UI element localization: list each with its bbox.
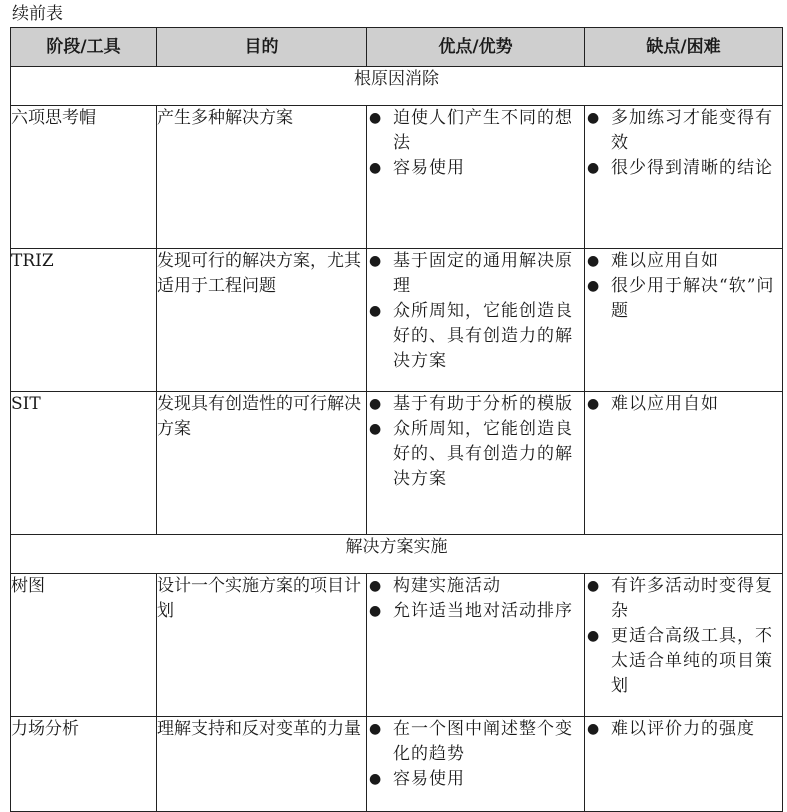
purpose-cell: 设计一个实施方案的项目计划: [157, 574, 367, 717]
table-row: [11, 249, 783, 392]
section-title: 解决方案实施: [11, 535, 783, 574]
pros-cell: [367, 574, 585, 717]
pros-cell: [367, 249, 585, 392]
cons-cell: [585, 392, 783, 535]
table-row: [11, 392, 783, 535]
tool-cell: 力场分析: [11, 717, 157, 812]
purpose-cell: 发现具有创造性的可行解决方案: [157, 392, 367, 535]
section-title: 根原因消除: [11, 67, 783, 106]
purpose-cell: 产生多种解决方案: [157, 106, 367, 249]
header-pros: 优点/优势: [367, 28, 585, 67]
section-row: [11, 535, 783, 574]
cons-item: ● 难以应用自如: [585, 249, 782, 274]
cons-item: ● 很少用于解决“软”问题: [585, 274, 782, 324]
section-row: [11, 67, 783, 106]
pros-item: ● 容易使用: [367, 156, 584, 181]
pros-item: ● 众所周知，它能创造良好的、具有创造力的解决方案: [367, 299, 584, 374]
pros-item: ● 基于固定的通用解决原理: [367, 249, 584, 299]
cons-cell: [585, 249, 783, 392]
cons-item: ● 难以应用自如: [585, 392, 782, 417]
tool-cell: TRIZ: [11, 249, 157, 392]
cons-cell: [585, 717, 783, 812]
cons-cell: [585, 574, 783, 717]
header-purpose: 目的: [157, 28, 367, 67]
pros-item: ● 基于有助于分析的模版: [367, 392, 584, 417]
pros-item: ● 容易使用: [367, 767, 584, 792]
cons-item: ● 难以评价力的强度: [585, 717, 782, 742]
pros-cell: [367, 106, 585, 249]
tool-cell: 树图: [11, 574, 157, 717]
purpose-cell: 理解支持和反对变革的力量: [157, 717, 367, 812]
cons-item: ● 有许多活动时变得复杂: [585, 574, 782, 624]
cons-item: ● 更适合高级工具，不太适合单纯的项目策划: [585, 624, 782, 699]
pros-item: ● 构建实施活动: [367, 574, 584, 599]
table-caption: 续前表: [12, 4, 63, 24]
pros-item: ● 在一个图中阐述整个变化的趋势: [367, 717, 584, 767]
table-row: [11, 106, 783, 249]
comparison-table: [10, 27, 783, 812]
pros-item: ● 迫使人们产生不同的想法: [367, 106, 584, 156]
tool-cell: SIT: [11, 392, 157, 535]
table-row: [11, 574, 783, 717]
cons-cell: [585, 106, 783, 249]
pros-cell: [367, 392, 585, 535]
pros-item: ● 众所周知，它能创造良好的、具有创造力的解决方案: [367, 417, 584, 492]
purpose-cell: 发现可行的解决方案，尤其适用于工程问题: [157, 249, 367, 392]
header-cons: 缺点/困难: [585, 28, 783, 67]
pros-cell: [367, 717, 585, 812]
tool-cell: 六项思考帽: [11, 106, 157, 249]
header-tool: 阶段/工具: [11, 28, 157, 67]
cons-item: ● 多加练习才能变得有效: [585, 106, 782, 156]
header-row: [11, 28, 783, 67]
cons-item: ● 很少得到清晰的结论: [585, 156, 782, 181]
pros-item: ● 允许适当地对活动排序: [367, 599, 584, 624]
table-row: [11, 717, 783, 812]
